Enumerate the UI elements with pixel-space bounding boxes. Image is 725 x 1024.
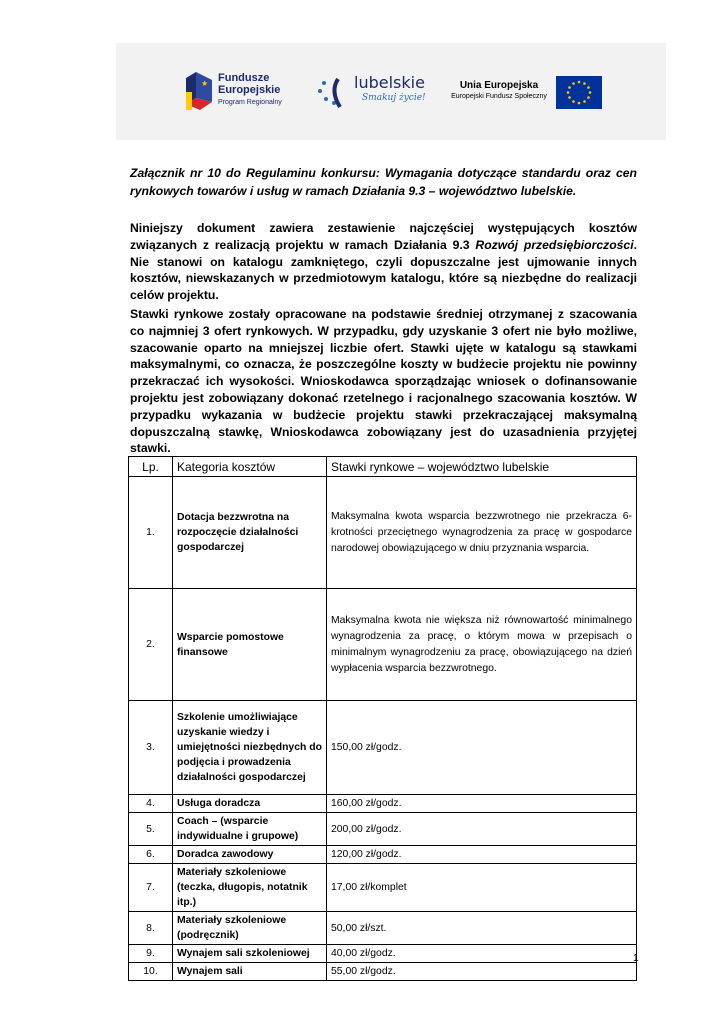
intro-paragraph-2: Stawki rynkowe zostały opracowane na podstawie średniej otrzymanej z szacowania co najmniej 3 ofert rynkowych. W przypadku, gdy uzyskanie 3 ofert nie było możliwe, szacowanie oparto na mniejszej liczbie ofert. Stawki ujęte w katalogu są stawkami maksymalnymi, co oznacza, że poszczególne koszty w budżecie projektu nie powinny przekraczać ich wysokości. Wnioskodawca sporządzając wniosek o dofinansowanie projektu jest zobowiązany dokonać rzetelnego i racjonalnego szacowania kosztów. W przypadku wykazania w budżecie projektu stawki przekraczającej maksymalną dopuszczalną stawkę, Wnioskodawca zobowiązany jest do uzasadnienia przyjętej stawki. <box>130 307 637 456</box>
ue-logo-line2: Europejski Fundusz Społeczny <box>451 93 547 100</box>
page-number: 1 <box>633 953 639 964</box>
row-lp: 9. <box>129 945 173 963</box>
row-lp: 4. <box>129 795 173 813</box>
table-header-row <box>129 457 637 477</box>
row-category: Wsparcie pomostowe finansowe <box>173 589 327 701</box>
table-row <box>129 477 637 589</box>
row-category: Coach – (wsparcie indywidualne i grupowe) <box>173 813 327 846</box>
row-lp: 8. <box>129 912 173 945</box>
table-row <box>129 864 637 912</box>
table-row <box>129 701 637 795</box>
row-category: Szkolenie umożliwiające uzyskanie wiedzy i umiejętności niezbędnych do podjęcia i prowadzenia działalności gospodarczej <box>173 701 327 795</box>
row-rate: 50,00 zł/szt. <box>327 912 637 945</box>
row-lp: 7. <box>129 864 173 912</box>
document-title: Załącznik nr 10 do Regulaminu konkursu: Wymagania dotyczące standardu oraz cen rynkowych towarów i usług w ramach Działania 9.3 – województwo lubelskie. <box>130 166 637 198</box>
eu-flag-icon <box>556 76 602 109</box>
row-rate: 200,00 zł/godz. <box>327 813 637 846</box>
lubelskie-slogan: Smakuj życie! <box>362 93 426 103</box>
intro-paragraph-1 <box>130 220 637 304</box>
svg-text:★: ★ <box>201 79 209 88</box>
row-category: Materiały szkoleniowe (podręcznik) <box>173 912 327 945</box>
fe-logo-line3: Program Regionalny <box>218 99 282 106</box>
row-category: Wynajem sali szkoleniowej <box>173 945 327 963</box>
lubelskie-stars-icon <box>316 75 352 109</box>
fundusze-europejskie-mark-icon <box>186 72 212 110</box>
table-row <box>129 963 637 981</box>
table-row <box>129 795 637 813</box>
row-rate: 40,00 zł/godz. <box>327 945 637 963</box>
header-rate: Stawki rynkowe – województwo lubelskie <box>327 457 637 477</box>
row-rate: Maksymalna kwota nie większa niż równowartość minimalnego wynagrodzenia za pracę, o którym mowa w przepisach o minimalnym wynagrodzeniu za pracę, obowiązującego na dzień wypłacenia wsparcia bezzwrotnego. <box>327 589 637 701</box>
row-rate: 160,00 zł/godz. <box>327 795 637 813</box>
table-row <box>129 846 637 864</box>
row-category: Doradca zawodowy <box>173 846 327 864</box>
lubelskie-name: lubelskie <box>354 73 425 92</box>
intro-p1-emphasis: Rozwój przedsiębiorczości <box>475 237 634 252</box>
fundusze-europejskie-logo <box>186 72 301 112</box>
table-row <box>129 945 637 963</box>
row-lp: 1. <box>129 477 173 589</box>
fe-logo-line2: Europejskie <box>218 84 281 96</box>
ue-logo-line1: Unia Europejska <box>459 80 539 91</box>
row-lp: 2. <box>129 589 173 701</box>
unia-europejska-logo <box>444 76 604 110</box>
intro-p1-text-b: . Nie stanowi on katalogu zamkniętego, czyli dopuszczalne jest ujmowanie innych kosztów, niewskazanych w przedmiotowym katalogu, które są niezbędne do realizacji celów projektu. <box>130 237 637 303</box>
row-lp: 6. <box>129 846 173 864</box>
row-rate: 120,00 zł/godz. <box>327 846 637 864</box>
table-row <box>129 912 637 945</box>
row-rate: Maksymalna kwota wsparcia bezzwrotnego nie przekracza 6-krotności przeciętnego wynagrodzenia za pracę w gospodarce narodowej obowiązującego w dniu przyznania wsparcia. <box>327 477 637 589</box>
lubelskie-logo <box>316 73 426 111</box>
row-category: Usługa doradcza <box>173 795 327 813</box>
row-category: Wynajem sali <box>173 963 327 981</box>
fe-logo-line1: Fundusze <box>218 72 270 84</box>
row-category: Dotacja bezzwrotna na rozpoczęcie działalności gospodarczej <box>173 477 327 589</box>
row-lp: 5. <box>129 813 173 846</box>
header-category: Kategoria kosztów <box>173 457 327 477</box>
row-rate: 150,00 zł/godz. <box>327 701 637 795</box>
table-row <box>129 589 637 701</box>
cost-rates-table <box>128 456 637 981</box>
row-lp: 10. <box>129 963 173 981</box>
intro-p1-text-a: Niniejszy dokument zawiera zestawienie najczęściej występujących kosztów związanych z realizacją projektu w ramach Działania 9.3 <box>130 221 637 252</box>
row-lp: 3. <box>129 701 173 795</box>
row-rate: 17,00 zł/komplet <box>327 864 637 912</box>
table-row <box>129 813 637 846</box>
header-lp: Lp. <box>129 457 173 477</box>
row-category: Materiały szkoleniowe (teczka, długopis, notatnik itp.) <box>173 864 327 912</box>
row-rate: 55,00 zł/godz. <box>327 963 637 981</box>
